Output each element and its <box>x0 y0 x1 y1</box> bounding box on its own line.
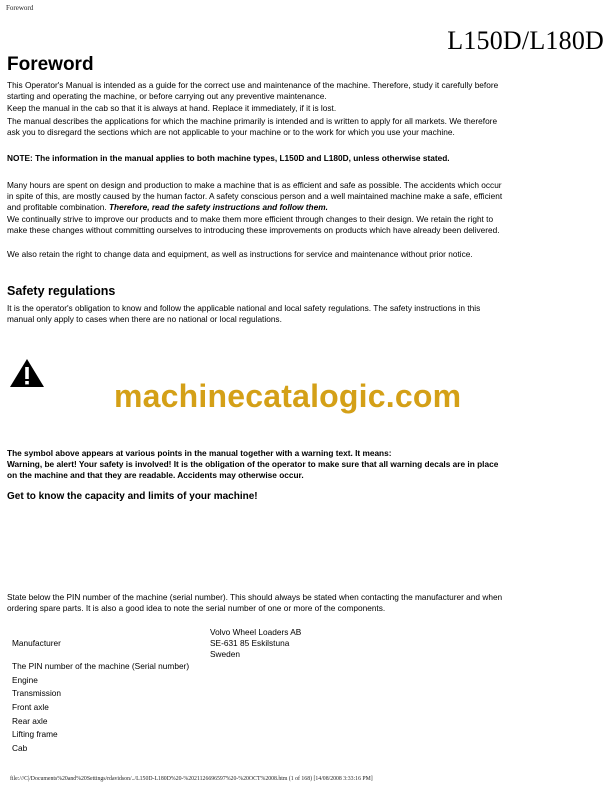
component-engine: Engine <box>12 674 38 685</box>
address-line-1: Volvo Wheel Loaders AB <box>210 627 302 637</box>
footer-url: file:///C|/Documents%20and%20Settings/rdavidson/../L150D-L180D%20-%2021126696597%20-%20OCT%2008.htm (1 of 168) [14/08/2008 3:33:16 PM] <box>10 776 373 782</box>
intro-paragraph-3: The manual describes the applications for which the machine primarily is intended and is written to apply for all markets. We therefore ask you to disregard the sections which are not applicable to your machine or to the work for which you use your machine. <box>7 116 498 137</box>
manufacturer-address <box>206 627 305 660</box>
component-transmission: Transmission <box>12 688 62 699</box>
address-line-3: Sweden <box>210 649 240 659</box>
header-page-label: Foreword <box>6 4 34 12</box>
improve-paragraph-1: We continually strive to improve our products and to make them more efficient through changes to their design. We retain the right to make these changes without committing ourselves to introducing these improvements on products which have already been delivered. <box>7 214 500 235</box>
table-row <box>8 714 305 728</box>
manufacturer-row <box>8 627 305 660</box>
pin-table <box>8 627 305 755</box>
table-row <box>8 701 305 715</box>
component-rear-axle: Rear axle <box>12 715 48 726</box>
design-emphasis: Therefore, read the safety instructions and follow them. <box>108 202 328 212</box>
watermark: machinecatalogic.com <box>114 378 462 414</box>
component-pin: The PIN number of the machine (Serial number) <box>12 661 190 672</box>
table-row <box>8 742 305 756</box>
component-cab: Cab <box>12 742 28 753</box>
note-text: NOTE: The information in the manual applies to both machine types, L150D and L180D, unless otherwise stated. <box>7 153 450 163</box>
capacity-heading: Get to know the capacity and limits of your machine! <box>7 491 258 502</box>
safety-heading: Safety regulations <box>7 284 116 298</box>
safety-text: It is the operator's obligation to know and follow the applicable national and local safety regulations. The safety instructions in this manual only apply to cases when there are no national or local regulations. <box>7 303 481 324</box>
intro-paragraph-1: This Operator's Manual is intended as a guide for the correct use and maintenance of the machine. Therefore, study it carefully before starting and operating the machine, or before carrying out any preventive maintenance. <box>7 80 499 101</box>
warning-triangle-icon <box>9 358 45 388</box>
table-row <box>8 660 305 674</box>
symbol-text-2: Warning, be alert! Your safety is involved! It is the obligation of the operator to make sure that all warning decals are in place on the machine and that they are readable. Accidents may otherwise occur. <box>7 459 499 480</box>
table-row <box>8 687 305 701</box>
address-line-2: SE-631 85 Eskilstuna <box>210 638 290 648</box>
table-row <box>8 674 305 688</box>
component-lifting-frame: Lifting frame <box>12 729 58 740</box>
improve-paragraph-2: We also retain the right to change data and equipment, as well as instructions for service and maintenance without prior notice. <box>7 249 473 259</box>
intro-paragraph-2: Keep the manual in the cab so that it is always at hand. Replace it immediately, if it is lost. <box>7 103 337 113</box>
table-row <box>8 728 305 742</box>
manufacturer-label: Manufacturer <box>12 638 61 648</box>
design-paragraph <box>7 180 507 213</box>
page-title: Foreword <box>7 54 94 75</box>
component-front-axle: Front axle <box>12 702 49 713</box>
pin-text: State below the PIN number of the machine (serial number). This should always be stated when contacting the manufacturer and when ordering spare parts. It is also a good idea to note the serial number of one or more of the components. <box>7 592 503 613</box>
symbol-text-1: The symbol above appears at various points in the manual together with a warning text. It means: <box>7 448 392 458</box>
design-text: Many hours are spent on design and production to make a machine that is as efficient and safe as possible. The accidents which occur in spite of this, are mostly caused by the human factor. A safety conscious person and a well maintained machine make a safe, efficient and profitable combination. <box>7 180 503 212</box>
model-title: L150D/L180D <box>447 26 604 55</box>
